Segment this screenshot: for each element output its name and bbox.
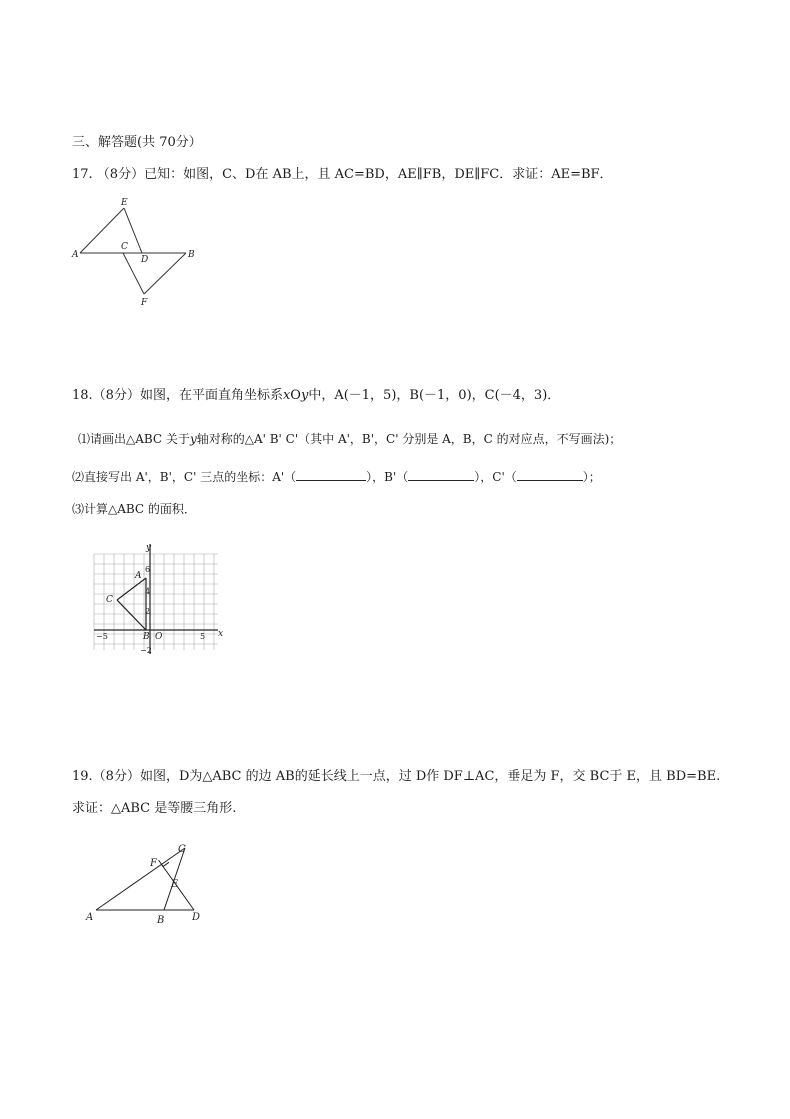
q17-label-b: B [188,250,195,260]
axis-label-y: y [146,543,152,553]
answer-blank-b[interactable] [408,468,474,481]
q19-label-a: A [86,912,94,923]
q17-text: 17. （8分）已知：如图，C、D在 AB上，且 AC=BD，AE∥FB，DE∥FC．求证：AE=BF． [72,167,613,182]
tick-5: 5 [200,632,206,641]
q19-label-e: E [171,879,179,890]
q17-figure [66,194,206,308]
q17-label-e: E [121,198,128,208]
q18-part1: ⑴请画出△ABC 关于y轴对称的△A' B' C'（其中 A'，B'，C' 分别是 A，B，C 的对应点，不写画法)； [78,432,622,446]
q18-text: 18.（8分）如图，在平面直角坐标系xOy中，A(－1，5)，B(－1，0)，C(－4，3)． [72,388,561,403]
q17-segment-ae [80,208,124,253]
q17-label-c: C [121,242,128,252]
q18-part2: ⑵直接写出 A'，B'，C' 三点的坐标：A'（ ），B'（ ），C'（ ）； [72,470,601,484]
tick-6: 6 [145,565,151,574]
q19-label-c: C [178,844,186,855]
point-label-b: B [143,632,150,642]
q17-segment-fb [144,253,186,294]
q18-part3: ⑶计算△ABC 的面积． [72,502,196,516]
q19-label-f: F [150,858,157,869]
tick-2: 2 [145,607,151,616]
origin-label: O [155,632,163,642]
section-title: 三、解答题(共 70分） [72,135,202,150]
tick-neg5: −5 [96,632,108,641]
q17-label-d: D [141,255,149,265]
answer-blank-c[interactable] [517,468,583,481]
q19-line2: 求证：△ABC 是等腰三角形. [72,801,237,816]
q18-coordinate-grid [86,540,232,658]
q19-label-d: D [192,912,201,923]
q19-label-b: B [157,915,165,926]
q17-label-f: F [141,298,148,308]
q19-figure [84,838,214,928]
q17-label-a: A [72,250,79,260]
point-label-a: A [135,571,142,581]
axis-label-x: x [218,629,224,639]
tick-4: 4 [145,587,151,596]
point-label-c: C [106,595,113,605]
tick-neg2: −2 [140,646,152,655]
answer-blank-a[interactable] [296,468,366,481]
q19-line1: 19.（8分）如图，D为△ABC 的边 AB的延长线上一点，过 D作 DF⊥AC，垂足为 F，交 BC于 E，且 BD=BE. [72,769,721,784]
